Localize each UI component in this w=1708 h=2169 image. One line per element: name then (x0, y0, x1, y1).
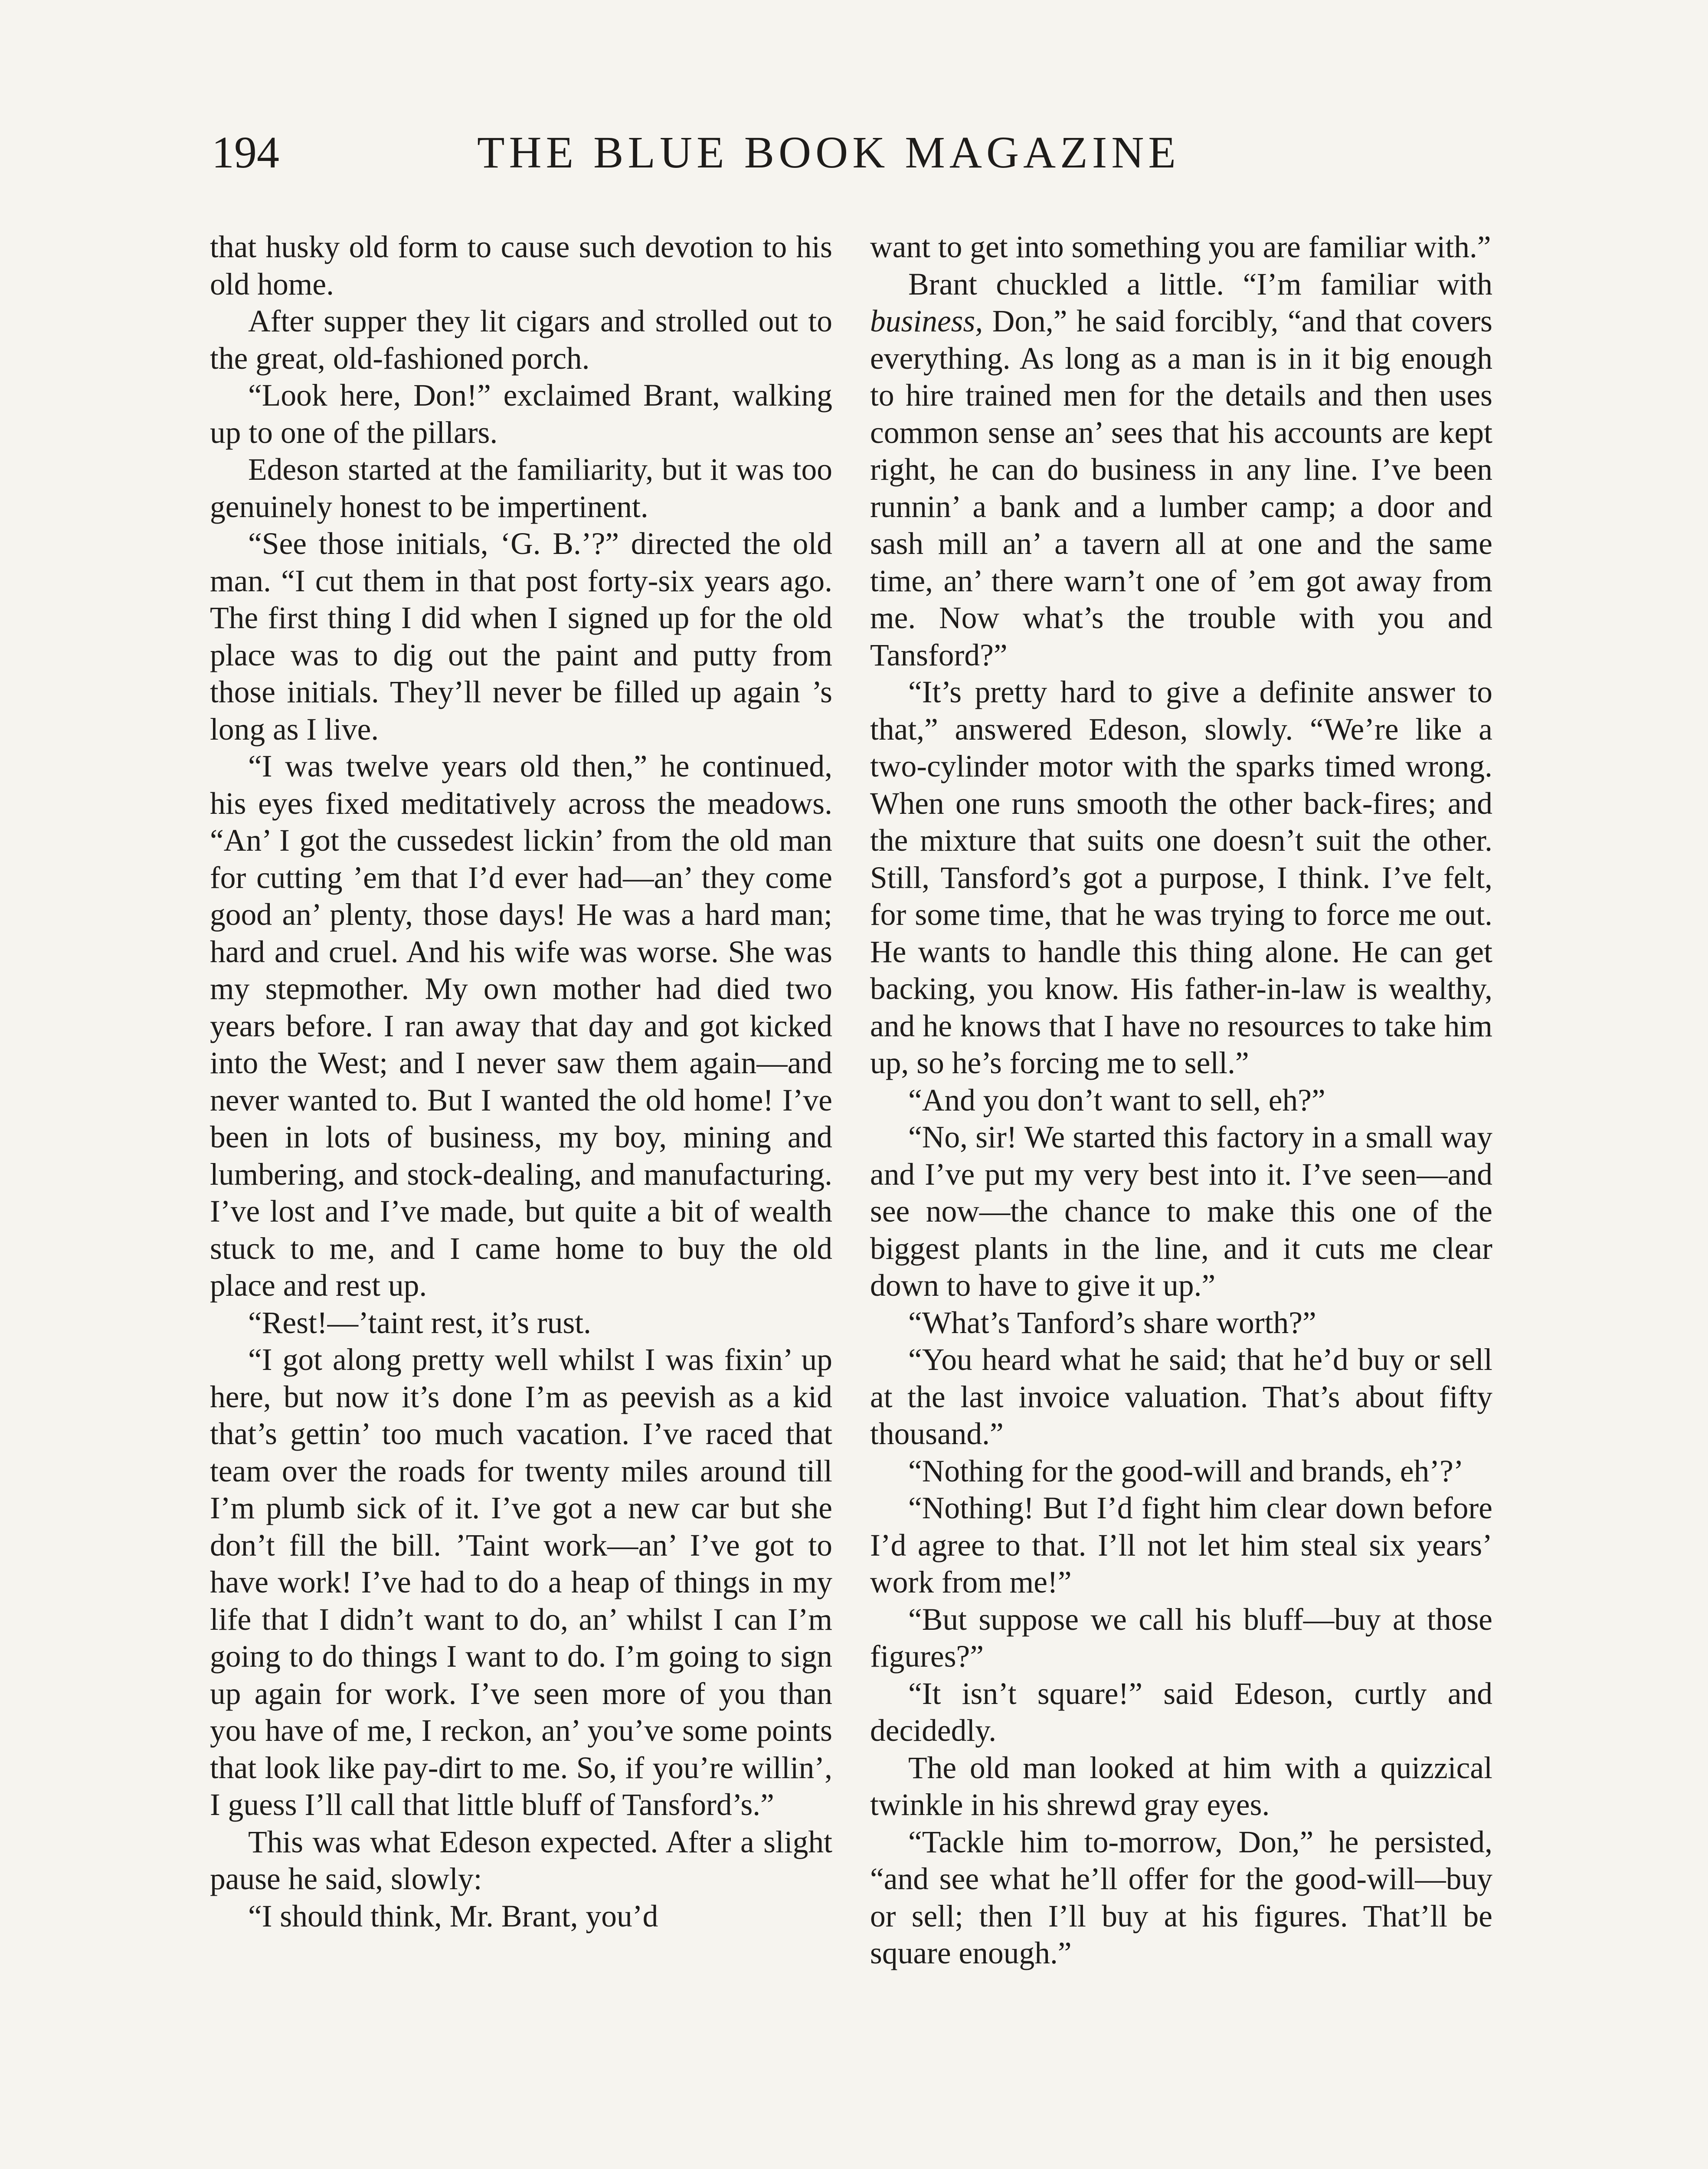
paragraph: “Tackle him to-morrow, Don,” he persisted, “and see what he’ll offer for the good-will—buy or sell; then I’ll buy at his figures. That’ll be square enough.” (870, 1825, 1492, 1970)
paragraph: “Rest!—’taint rest, it’s rust. (248, 1305, 592, 1340)
paragraph: “Nothing! But I’d fight him clear down before I’d agree to that. I’ll not let him steal six years’ work from me!” (870, 1491, 1492, 1599)
paragraph: “Nothing for the good-will and brands, eh’?’ (908, 1454, 1464, 1488)
paragraph: “It isn’t square!” said Edeson, curtly and decidedly. (870, 1676, 1492, 1748)
paragraph: that husky old form to cause such devotion to his old home. (210, 230, 832, 301)
paragraph: “I was twelve years old then,” he continued, his eyes fixed meditatively across the meadows. “An’ I got the cussedest lickin’ from the old man for cutting ’em that I’d ever had—an’ they come good an’ plenty, those days! He was a hard man; hard and cruel. And his wife was worse. She was my stepmother. My own mother had died two years before. I ran away that day and got kicked into the West; and I never saw them again—and never wanted to. But I wanted the old home! I’ve been in lots of business, my boy, mining and lumbering, and stock-dealing, and manufacturing. I’ve lost and I’ve made, but quite a bit of wealth stuck to me, and I came home to buy the old place and rest up. (210, 749, 832, 1303)
paragraph: “Look here, Don!” exclaimed Brant, walking up to one of the pillars. (210, 378, 832, 450)
paragraph: “I got along pretty well whilst I was fixin’ up here, but now it’s done I’m as peevish as a kid that’s gettin’ too much vacation. I’ve raced that team over the roads for twenty miles around till I’m plumb sick of it. I’ve got a new car but she don’t fill the bill. ’Taint work—an’ I’ve got to have work! I’ve had to do a heap of things in my life that I didn’t want to do, an’ whilst I can I’m going to do things I want to do. I’m going to sign up again for work. I’ve seen more of you than you have of me, I reckon, an’ you’ve some points that look like pay-dirt to me. So, if you’re willin’, I guess I’ll call that little bluff of Tansford’s.” (210, 1343, 832, 1822)
paragraph: Edeson started at the familiarity, but it was too genuinely honest to be impertinent. (210, 452, 832, 524)
paragraph: “But suppose we call his bluff—buy at those figures?” (870, 1602, 1492, 1674)
page-number: 194 (212, 128, 279, 177)
paragraph: “It’s pretty hard to give a definite answer to that,” answered Edeson, slowly. “We’re like a two-cylinder motor with the sparks timed wrong. When one runs smooth the other back-fires; and the mixture that suits one doesn’t suit the other. Still, Tansford’s got a purpose, I think. I’ve felt, for some time, that he was trying to force me out. He wants to handle this thing alone. He can get backing, you know. His father-in-law is wealthy, and he knows that I have no resources to take him up, so he’s forcing me to sell.” (870, 675, 1492, 1080)
paragraph: “What’s Tanford’s share worth?” (908, 1305, 1316, 1340)
paragraph: “And you don’t want to sell, eh?” (908, 1083, 1325, 1117)
paragraph: Brant chuckled a little. “I’m familiar with business, Don,” he said forcibly, “and that covers everything. As long as a man is in it big enough to hire trained men for the details and then uses common sense an’ sees that his accounts are kept right, he can do business in any line. I’ve been runnin’ a bank and a lumber camp; a door and sash mill an’ a tavern all at one and the same time, an’ there warn’t one of ’em got away from me. Now what’s the trouble with you and Tansford?” (870, 267, 1492, 672)
paragraph: This was what Edeson expected. After a slight pause he said, slowly: (210, 1825, 832, 1896)
paragraph: “You heard what he said; that he’d buy or sell at the last invoice valuation. That’s about fifty thousand.” (870, 1343, 1492, 1451)
right-column (870, 229, 1492, 1972)
paragraph: After supper they lit cigars and strolled out to the great, old-fashioned porch. (210, 304, 832, 376)
paragraph: “I should think, Mr. Brant, you’d (248, 1899, 658, 1933)
paragraph: The old man looked at him with a quizzical twinkle in his shrewd gray eyes. (870, 1750, 1492, 1822)
paragraph: “No, sir! We started this factory in a small way and I’ve put my very best into it. I’ve seen—and see now—the chance to make this one of the biggest plants in the line, and it cuts me clear down to have to give it up.” (870, 1120, 1492, 1303)
magazine-title: THE BLUE BOOK MAGAZINE (477, 128, 1180, 177)
paragraph: want to get into something you are familiar with.” (870, 230, 1491, 264)
paragraph: “See those initials, ‘G. B.’?” directed the old man. “I cut them in that post forty-six years ago. The first thing I did when I signed up for the old place was to dig out the paint and putty from those initials. They’ll never be filled up again ’s long as I live. (210, 527, 832, 747)
left-column (210, 229, 832, 1935)
